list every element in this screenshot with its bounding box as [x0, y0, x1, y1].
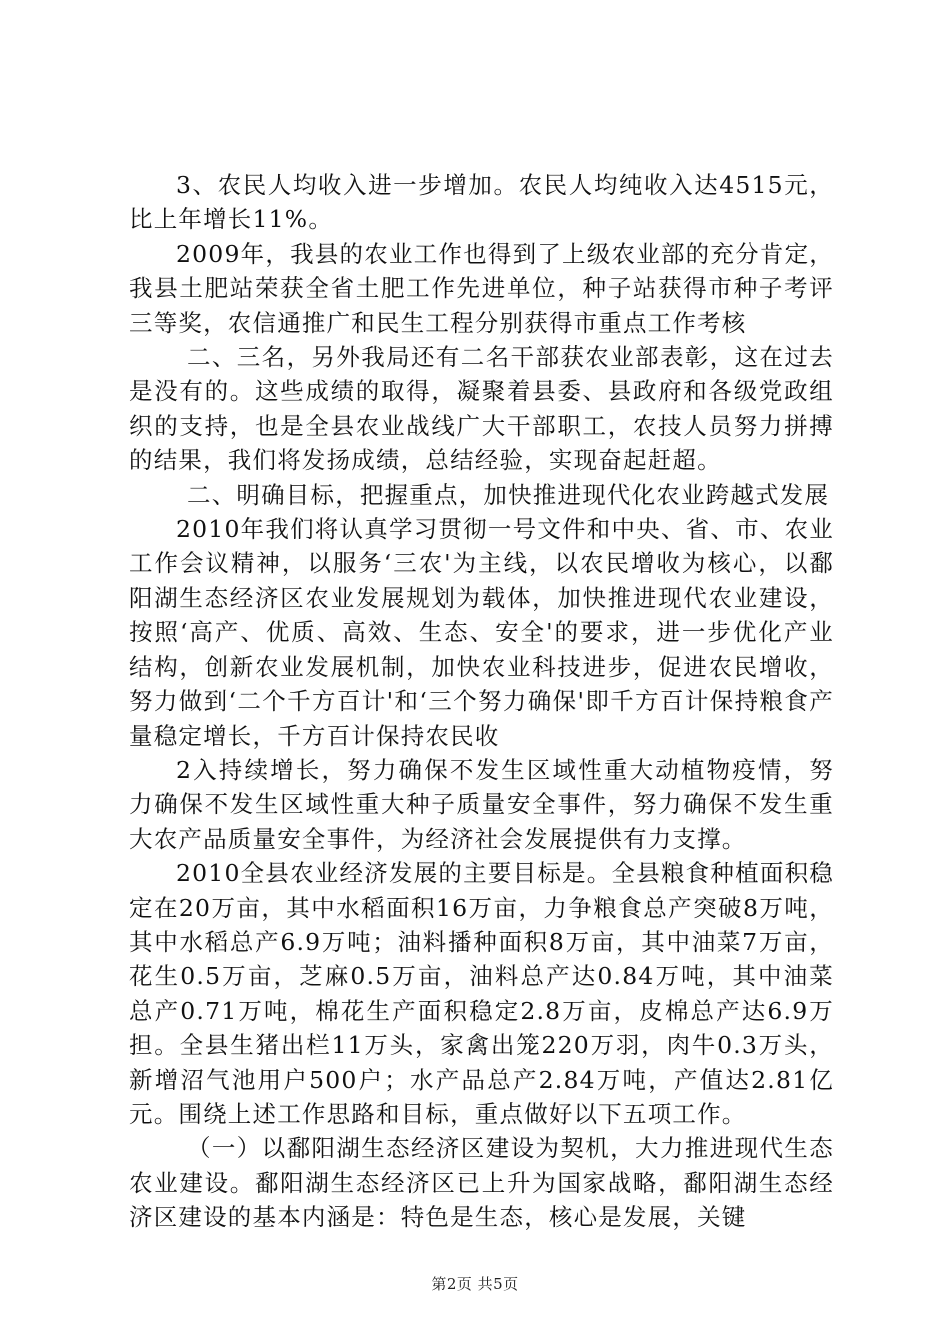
- paragraph-farmer-income: 3、农民人均收入进一步增加。农民人均纯收入达4515元，比上年增长11%。: [129, 171, 834, 234]
- paragraph-achievements: 二、三名，另外我局还有二名干部获农业部表彰，这在过去是没有的。这些成绩的取得，凝聚着县委、县政府和各级党政组织的支持，也是全县农业战线广大干部职工，农技人员努力拼搏的结果，我们将发扬成绩，总结经验，实现奋起赶超。: [129, 343, 834, 475]
- document-body: [129, 168, 834, 1235]
- paragraph-2009-recognition: 2009年，我县的农业工作也得到了上级农业部的充分肯定，我县土肥站荣获全省土肥工作先进单位，种子站获得市种子考评三等奖，农信通推广和民生工程分别获得市重点工作考核: [129, 239, 834, 337]
- paragraph-2010-targets: 2010全县农业经济发展的主要目标是。全县粮食种植面积稳定在20万亩，其中水稻面积16万亩，力争粮食总产突破8万吨，其中水稻总产6.9万吨；油料播种面积8万亩，其中油菜7万亩，花生0.5万亩，芝麻0.5万亩，油料总产达0.84万吨，其中油菜总产0.71万吨，棉花生产面积稳定2.8万亩，皮棉总产达6.9万担。全县生猪出栏11万头，家禽出笼220万羽，肉牛0.3万头，新增沼气池用户500户；水产品总产2.84万吨，产值达2.81亿元。围绕上述工作思路和目标，重点做好以下五项工作。: [129, 859, 834, 1128]
- section-heading-goals: 二、明确目标，把握重点，加快推进现代化农业跨越式发展: [187, 480, 830, 509]
- paragraph-growth-assurance: 2入持续增长，努力确保不发生区域性重大动植物疫情，努力确保不发生区域性重大种子质量安全事件，努力确保不发生重大农产品质量安全事件，为经济社会发展提供有力支撑。: [129, 755, 834, 853]
- paragraph-poyang-lake: （一）以鄱阳湖生态经济区建设为契机，大力推进现代生态农业建设。鄱阳湖生态经济区已上升为国家战略，鄱阳湖生态经济区建设的基本内涵是：特色是生态，核心是发展，关键: [129, 1134, 834, 1232]
- page-number-footer: 第2页 共5页: [431, 1275, 519, 1293]
- paragraph-2010-plan: 2010年我们将认真学习贯彻一号文件和中央、省、市、农业工作会议精神，以服务‘三农'为主线，以农民增收为核心，以鄱阳湖生态经济区农业发展规划为载体，加快推进现代农业建设，按照‘高产、优质、高效、生态、安全'的要求，进一步优化产业结构，创新农业发展机制，加快农业科技进步，促进农民增收，努力做到‘二个千方百计'和‘三个努力确保'即千方百计保持粮食产量稳定增长，千方百计保持农民收: [129, 515, 834, 750]
